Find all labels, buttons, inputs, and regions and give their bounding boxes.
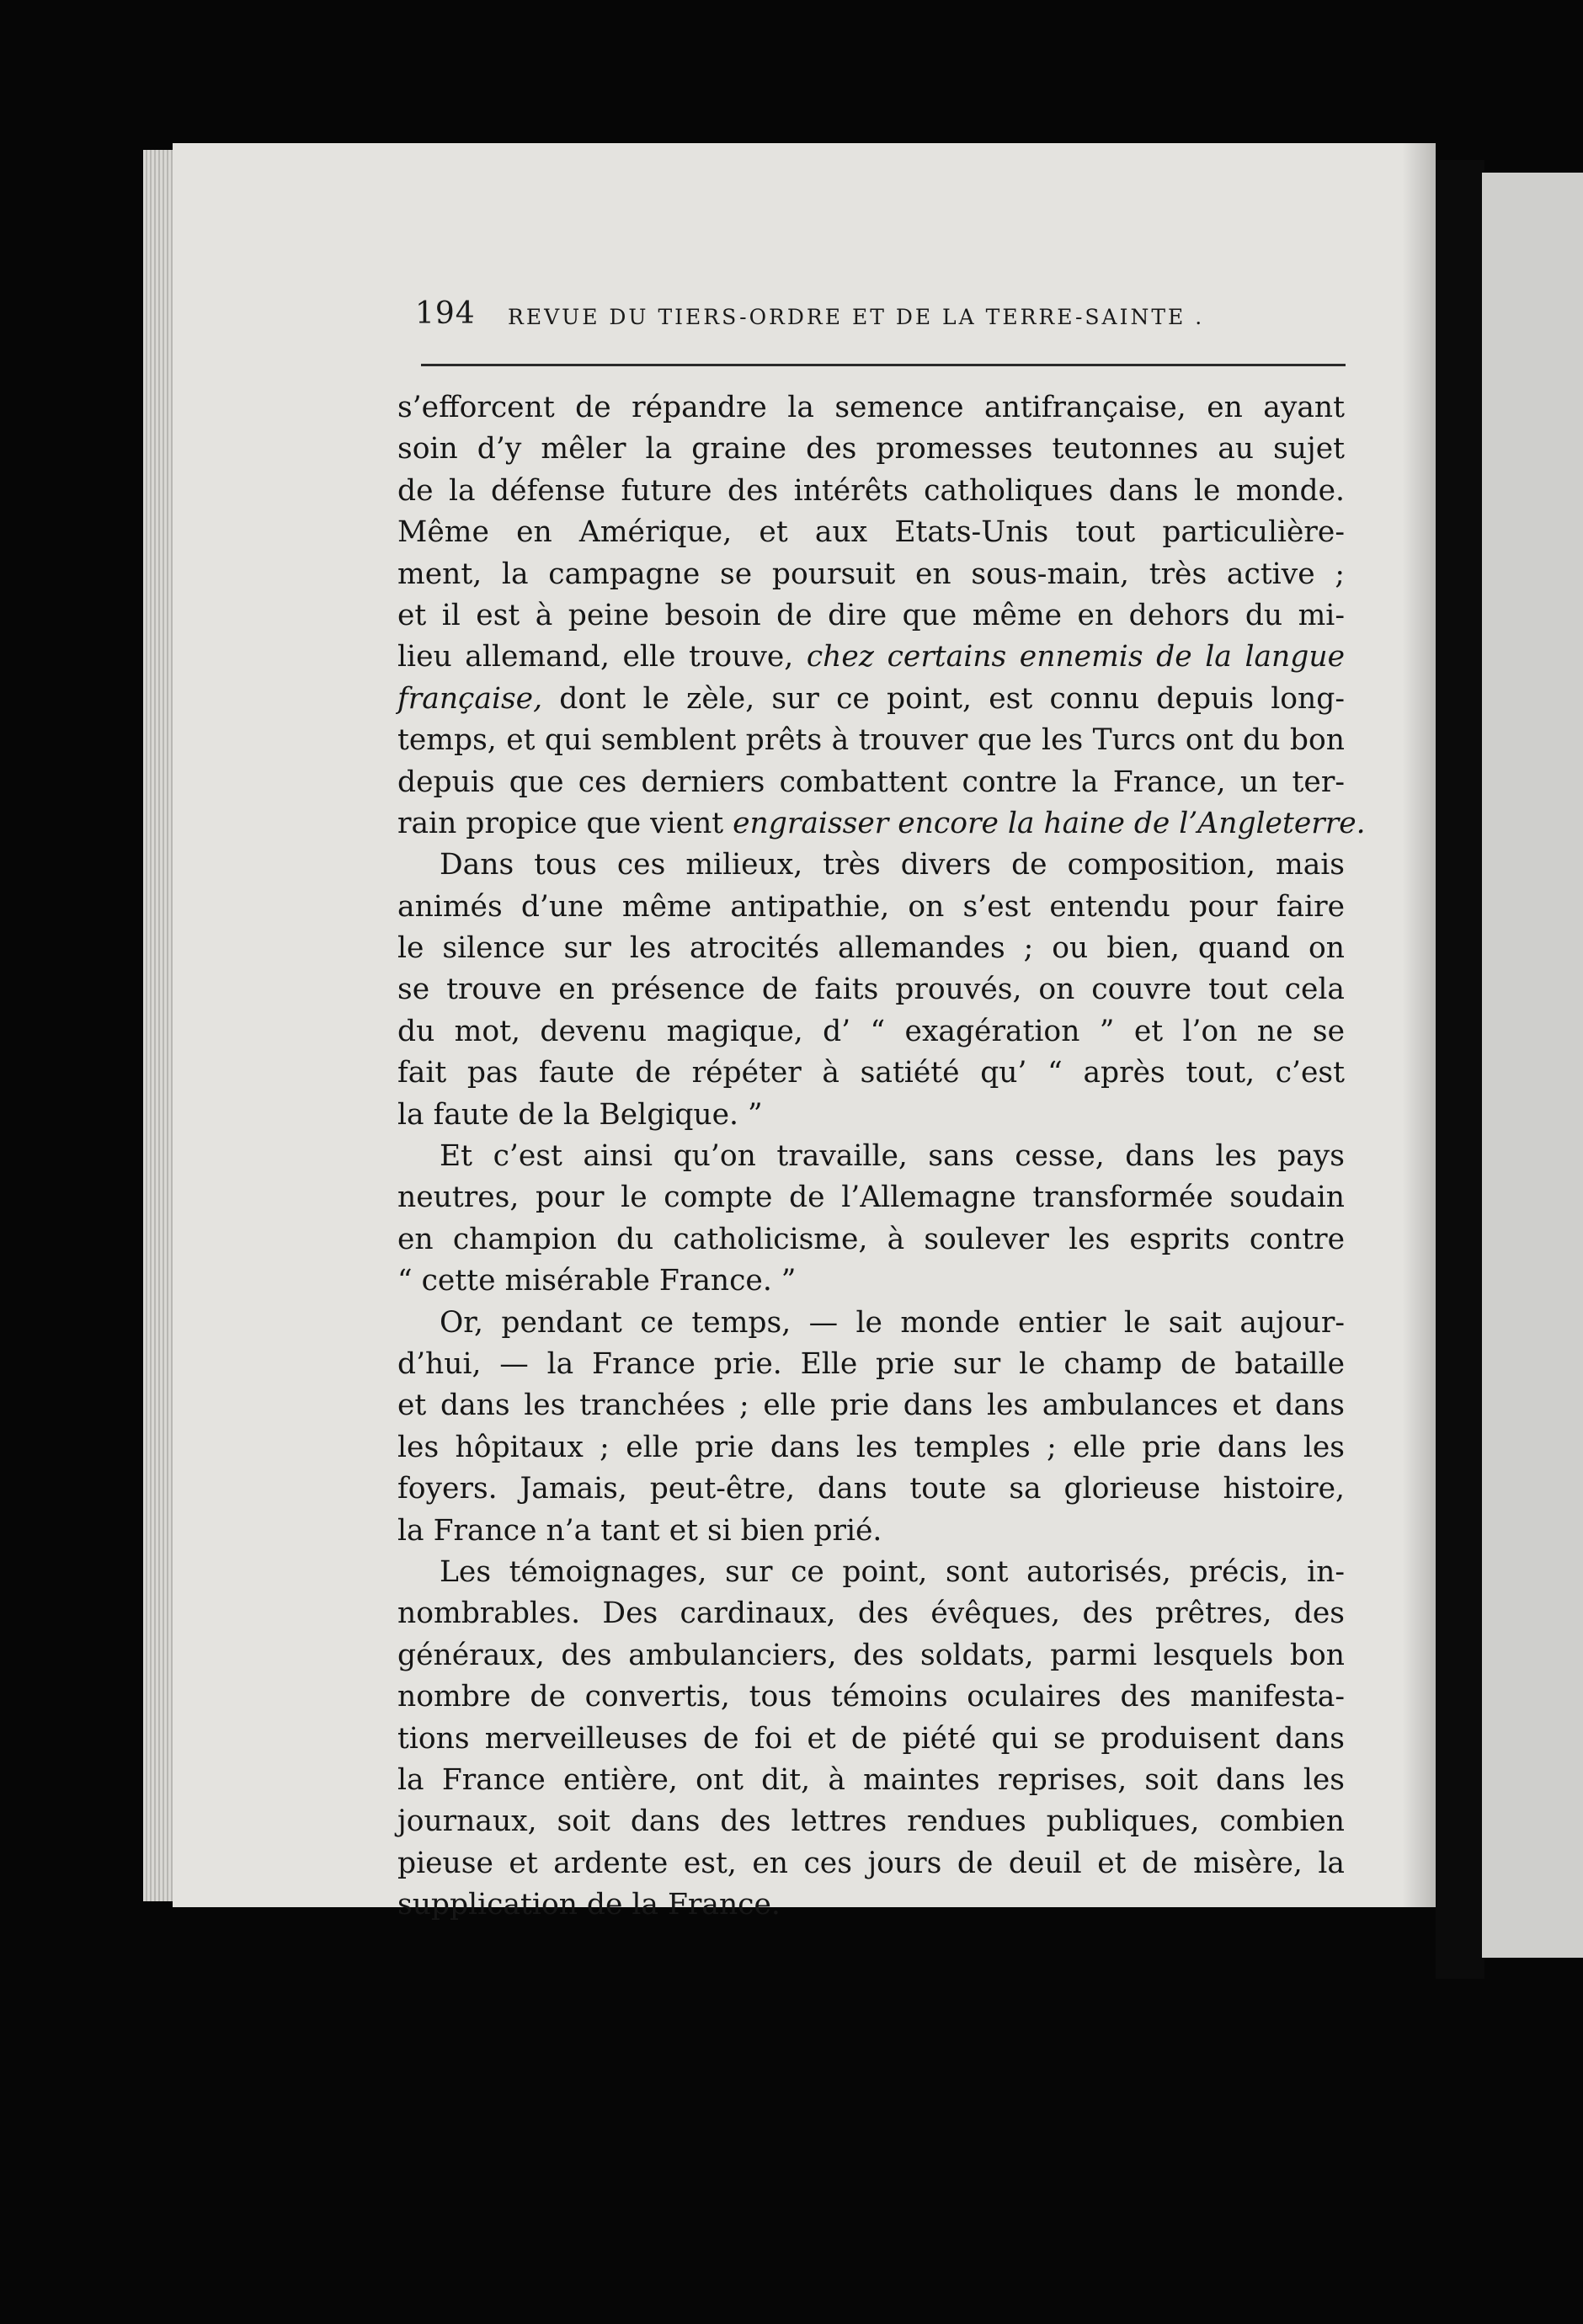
line-text: la France n’a tant et si bien prié. — [397, 1513, 882, 1548]
text-line — [397, 471, 1345, 512]
text-line — [397, 1552, 1345, 1593]
text-line — [397, 1303, 1345, 1344]
text-line — [397, 387, 1345, 429]
text-line — [397, 512, 1345, 553]
text-line — [397, 762, 1345, 803]
line-text: rain propice que vient — [397, 806, 733, 840]
text-line — [397, 928, 1345, 969]
line-text: de la défense future des intérêts catholiques dans le monde. — [397, 473, 1345, 508]
line-text: journaux, soit dans des lettres rendues publiques, combien — [397, 1804, 1345, 1839]
line-text: soin d’y mêler la graine des promesses teutonnes au sujet — [397, 432, 1345, 466]
page-shadow — [1402, 143, 1436, 1907]
text-line — [397, 1219, 1345, 1261]
text-line — [397, 1385, 1345, 1426]
text-line — [397, 1095, 1345, 1136]
text-line — [397, 845, 1345, 886]
line-text: tions merveilleuses de foi et de piété qui se produisent dans — [397, 1721, 1345, 1756]
line-text: nombrables. Des cardinaux, des évêques, des prêtres, des — [397, 1596, 1345, 1631]
line-text: “ cette misérable France. ” — [397, 1264, 797, 1298]
line-text: les hôpitaux ; elle prie dans les temples ; elle prie dans les — [397, 1430, 1345, 1464]
text-line — [397, 1676, 1345, 1718]
line-text: depuis que ces derniers combattent contre la France, un ter- — [397, 765, 1345, 799]
line-text: neutres, pour le compte de l’Allemagne transformée soudain — [397, 1181, 1345, 1215]
line-text: Dans tous ces milieux, très divers de composition, mais — [440, 848, 1345, 882]
text-line — [397, 1801, 1345, 1842]
page-number: 194 — [415, 296, 476, 331]
text-line — [397, 429, 1345, 470]
line-text: supplication de la France. — [397, 1888, 781, 1922]
text-line — [397, 1261, 1345, 1302]
text-line — [397, 1011, 1345, 1053]
running-title: REVUE DU TIERS-ORDRE ET DE LA TERRE-SAINTE . — [508, 305, 1205, 329]
text-line — [397, 1843, 1345, 1884]
line-text: du mot, devenu magique, d’ “ exagération ” et l’on ne se — [397, 1014, 1345, 1048]
text-line — [397, 1468, 1345, 1510]
line-text: foyers. Jamais, peut-être, dans toute sa glorieuse histoire, — [397, 1472, 1345, 1506]
text-line — [397, 1593, 1345, 1634]
text-line — [397, 720, 1345, 761]
line-text: d’hui, — la France prie. Elle prie sur le champ de bataille — [397, 1346, 1345, 1381]
text-line — [397, 1884, 1345, 1926]
page-gutter — [1436, 160, 1484, 1979]
text-line — [397, 969, 1345, 1010]
line-text: se trouve en présence de faits prouvés, on couvre tout cela — [397, 973, 1345, 1007]
text-line — [397, 1136, 1345, 1177]
line-text: et il est à peine besoin de dire que même en dehors du mi- — [397, 598, 1345, 632]
line-text: lieu allemand, elle trouve, — [397, 640, 807, 674]
line-text: Les témoignages, sur ce point, sont autorisés, précis, in- — [440, 1554, 1345, 1589]
body-text — [397, 387, 1366, 1926]
line-text: et dans les tranchées ; elle prie dans les ambulances et dans — [397, 1389, 1345, 1423]
line-text: animés d’une même antipathie, on s’est entendu pour faire — [397, 889, 1345, 924]
line-text: temps, et qui semblent prêts à trouver que les Turcs ont du bon — [397, 723, 1345, 758]
line-text: Or, pendant ce temps, — le monde entier le sait aujour- — [440, 1305, 1345, 1340]
line-text: fait pas faute de répéter à satiété qu’ “ après tout, c’est — [397, 1056, 1345, 1090]
text-line — [397, 1511, 1345, 1552]
text-line — [397, 1344, 1345, 1385]
line-text: en champion du catholicisme, à soulever les esprits contre — [397, 1222, 1345, 1256]
line-text: s’efforcent de répandre la semence antifrançaise, en ayant — [397, 391, 1345, 424]
text-line — [397, 1427, 1345, 1468]
header-rule — [421, 364, 1346, 366]
text-line — [397, 637, 1345, 678]
line-text: nombre de convertis, tous témoins oculaires des manifesta- — [397, 1680, 1345, 1714]
text-line — [397, 1719, 1345, 1760]
line-text: Et c’est ainsi qu’on travaille, sans cesse, dans les pays — [440, 1139, 1345, 1174]
adjacent-page-edge — [1482, 173, 1583, 1958]
line-text: pieuse et ardente est, en ces jours de deuil et de misère, la — [397, 1846, 1345, 1880]
italic-text: chez certains ennemis de la langue — [806, 640, 1345, 674]
text-line — [397, 803, 1366, 845]
text-line — [397, 1760, 1345, 1801]
line-text: généraux, des ambulanciers, des soldats, parmi lesquels bon — [397, 1638, 1345, 1672]
line-text: ment, la campagne se poursuit en sous-main, très active ; — [397, 557, 1345, 591]
line-text: la faute de la Belgique. ” — [397, 1097, 763, 1132]
text-line — [397, 1053, 1345, 1094]
running-header — [415, 296, 1347, 347]
text-line — [397, 1177, 1345, 1218]
italic-text: française, — [397, 681, 543, 716]
text-line — [397, 679, 1345, 720]
text-line — [397, 887, 1345, 928]
line-text: le silence sur les atrocités allemandes ; ou bien, quand on — [397, 931, 1345, 966]
line-text: Même en Amérique, et aux Etats-Unis tout particulière- — [397, 515, 1345, 550]
line-text: la France entière, ont dit, à maintes reprises, soit dans les — [397, 1762, 1345, 1797]
text-line — [397, 1635, 1345, 1676]
text-line — [397, 595, 1345, 637]
text-line — [397, 554, 1345, 595]
italic-text: engraisser encore la haine de l’Angleterre. — [733, 806, 1366, 840]
line-text: dont le zèle, sur ce point, est connu depuis long- — [542, 681, 1345, 716]
